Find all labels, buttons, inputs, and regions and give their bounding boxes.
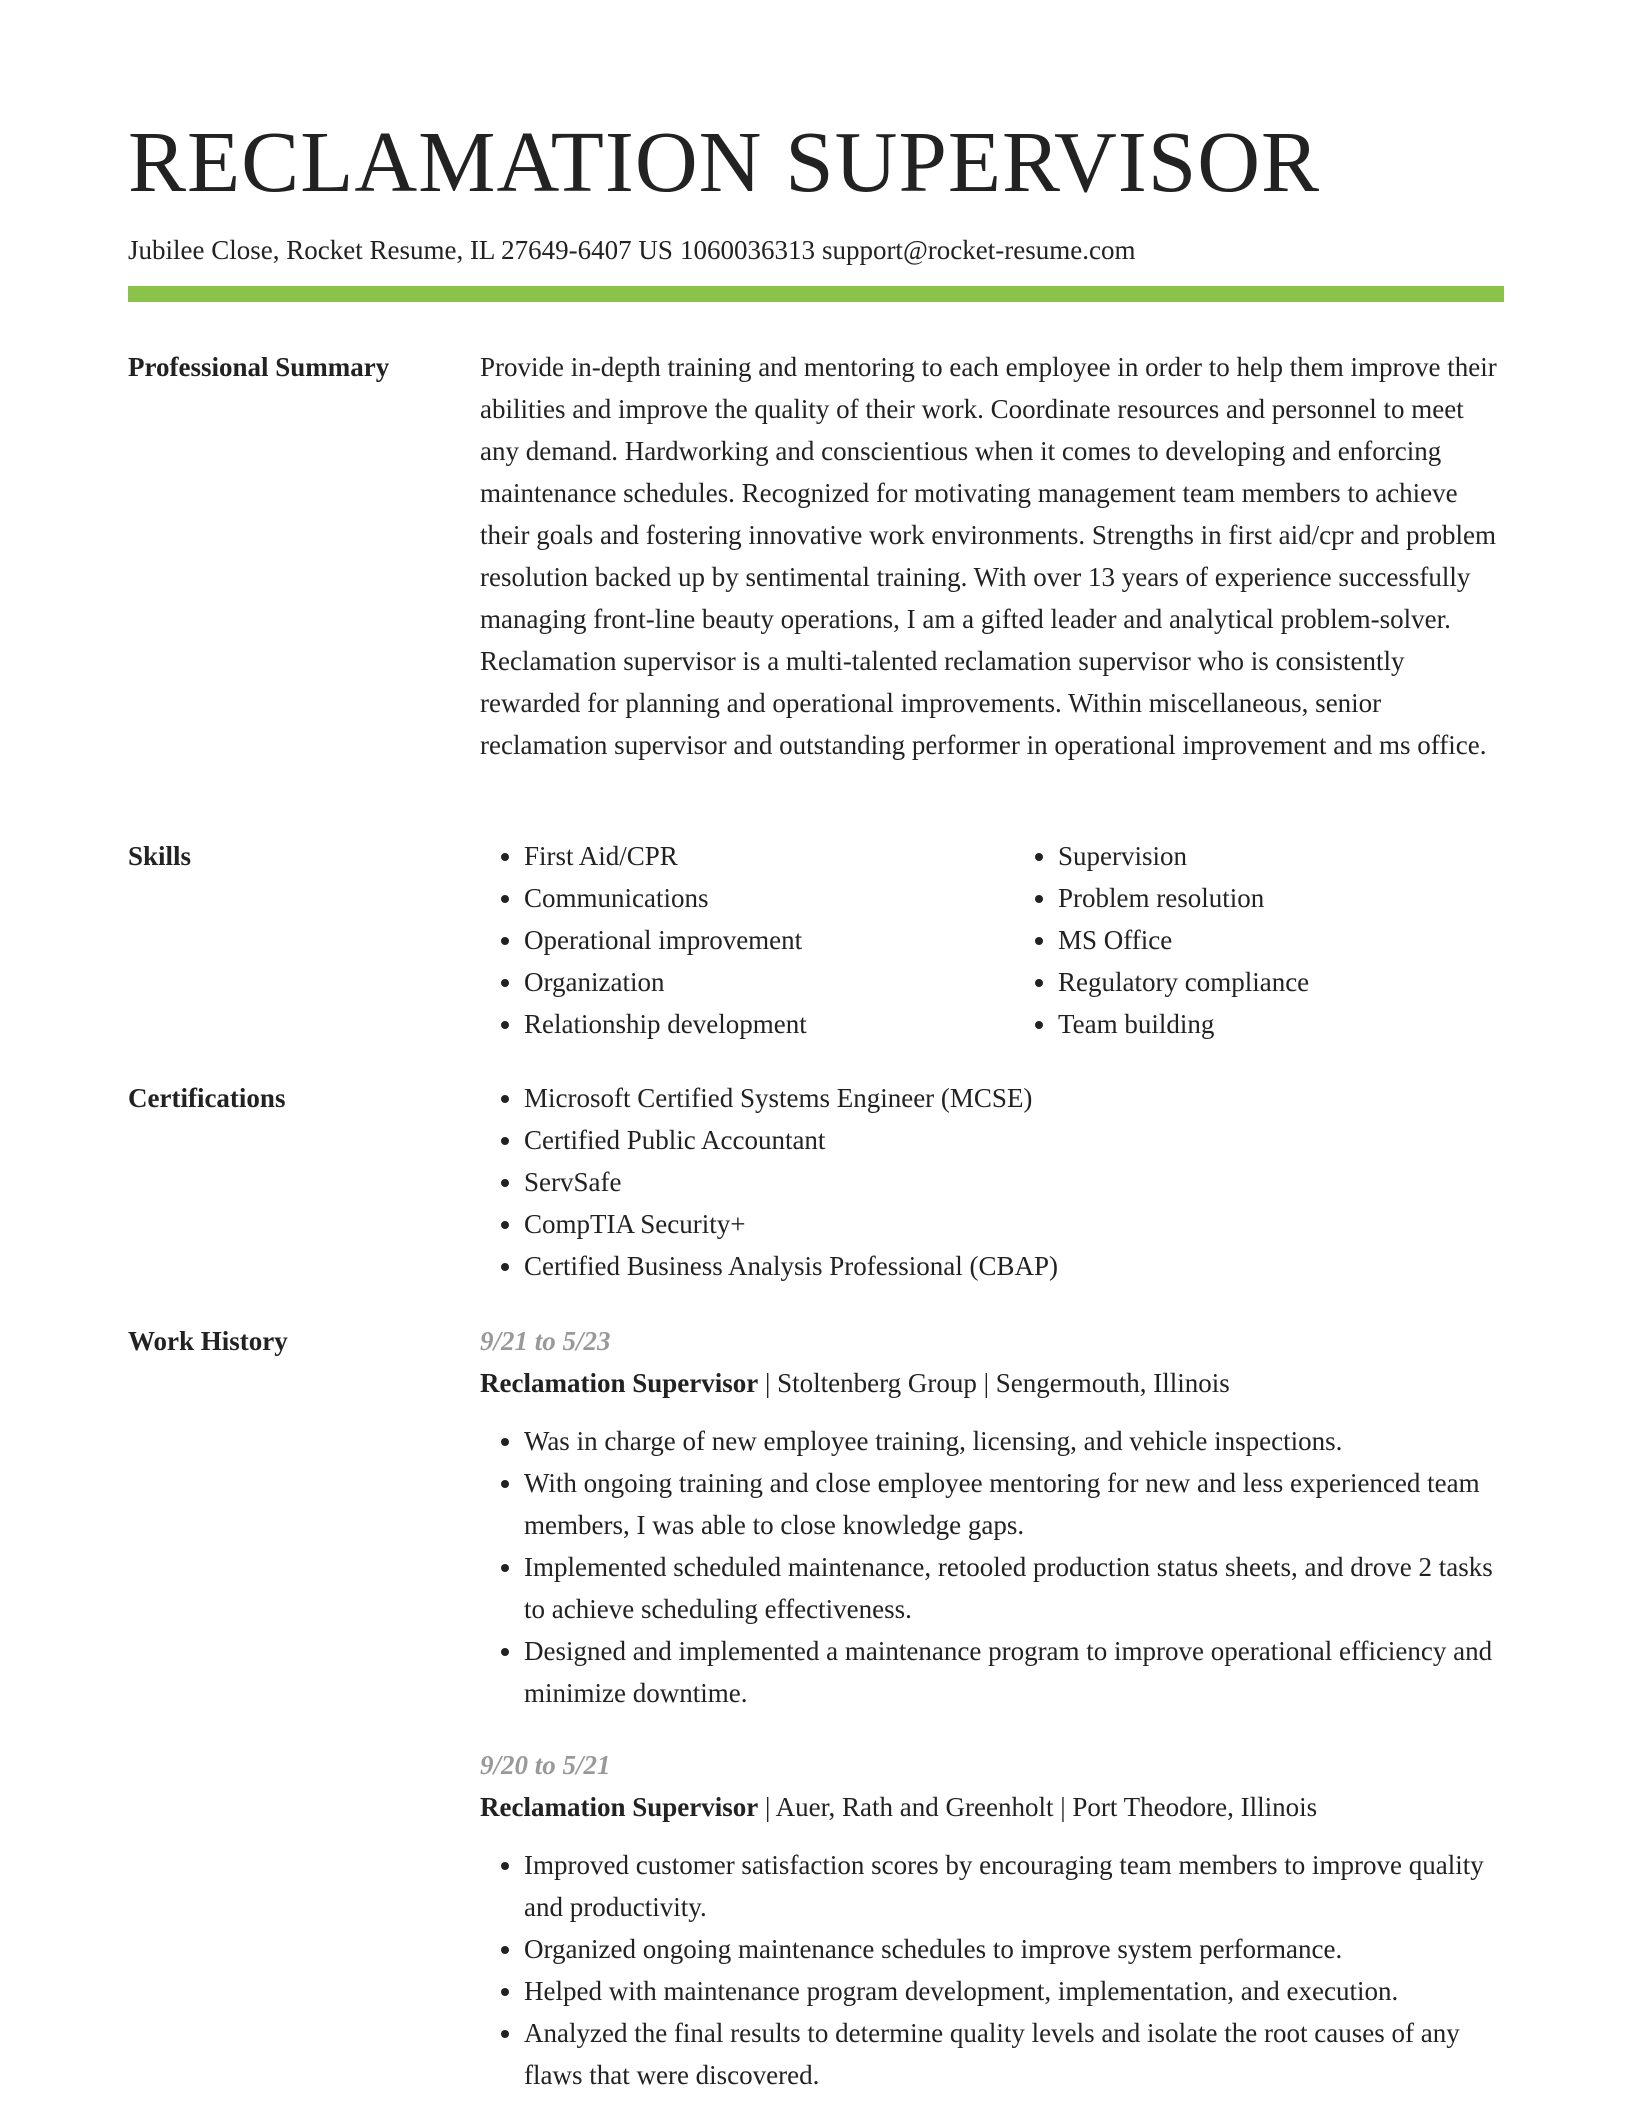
job-bullet: • Improved customer satisfaction scores by encouraging team members to improve quality and productivity. [524, 1844, 1504, 1928]
skill-item: • MS Office [1058, 919, 1504, 961]
skill-item: • Team building [1058, 1003, 1504, 1045]
candidate-name: RECLAMATION SUPERVISOR [128, 113, 1321, 210]
job-company-location: | Stoltenberg Group | Sengermouth, Illinois [764, 1368, 1230, 1398]
job-company-location: | Auer, Rath and Greenholt | Port Theodore, Illinois [764, 1792, 1318, 1822]
job-bullet: • Helped with maintenance program development, implementation, and execution. [524, 1970, 1504, 2012]
skill-item: • Supervision [1058, 835, 1504, 877]
summary-body [480, 346, 1504, 766]
job-entry [480, 1320, 1504, 1714]
skill-item: • Regulatory compliance [1058, 961, 1504, 1003]
certification-item: • Certified Public Accountant [524, 1119, 1504, 1161]
summary-text: Provide in-depth training and mentoring to each employee in order to help them improve their abilities and improve the quality of their work. Coordinate resources and personnel to meet any demand. Hardworking and conscientious when it comes to developing and enforcing maintenance schedules. Recognized for motivating management team members to achieve their goals and fostering innovative work environments. Strengths in first aid/cpr and problem resolution backed up by sentimental training. With over 13 years of experience successfully managing front-line beauty operations, I am a gifted leader and analytical problem-solver. Reclamation supervisor is a multi-talented reclamation supervisor who is consistently rewarded for planning and operational improvements. Within miscellaneous, senior reclamation supervisor and outstanding performer in operational improvement and ms office. [480, 352, 1497, 760]
job-dates: 9/21 to 5/23 [480, 1326, 611, 1356]
job-bullets [480, 1420, 1504, 1714]
certification-item: • CompTIA Security+ [524, 1203, 1504, 1245]
section-title-summary: Professional Summary [128, 352, 390, 382]
section-title-work-history: Work History [128, 1326, 288, 1356]
job-bullet: • Designed and implemented a maintenance program to improve operational efficiency and minimize downtime. [524, 1630, 1504, 1714]
certification-item: • Certified Business Analysis Professional (CBAP) [524, 1245, 1504, 1287]
skills-body [480, 835, 1504, 1045]
certification-item: • Microsoft Certified Systems Engineer (MCSE) [524, 1077, 1504, 1119]
job-entry [480, 1744, 1504, 2096]
skills-list-right [1014, 835, 1504, 1045]
contact-email: support@rocket-resume.com [821, 235, 1136, 265]
job-bullet: • Organized ongoing maintenance schedules to improve system performance. [524, 1928, 1504, 1970]
skill-item: • Problem resolution [1058, 877, 1504, 919]
section-title-certifications: Certifications [128, 1083, 286, 1113]
job-title: Reclamation Supervisor [480, 1368, 759, 1398]
section-title-skills: Skills [128, 841, 192, 871]
job-dates: 9/20 to 5/21 [480, 1750, 611, 1780]
skill-item: • Relationship development [524, 1003, 970, 1045]
skill-item: • Operational improvement [524, 919, 970, 961]
certification-item: • ServSafe [524, 1161, 1504, 1203]
job-title-line [480, 1362, 1504, 1404]
job-bullet: • With ongoing training and close employee mentoring for new and less experienced team members, I was able to close knowledge gaps. [524, 1462, 1504, 1546]
skills-list-left [480, 835, 970, 1045]
header-divider [128, 286, 1504, 302]
skill-item: • First Aid/CPR [524, 835, 970, 877]
job-bullet: • Analyzed the final results to determine quality levels and isolate the root causes of any flaws that were discovered. [524, 2012, 1504, 2096]
contact-line [128, 233, 1135, 267]
skill-item: • Communications [524, 877, 970, 919]
job-bullet: • Implemented scheduled maintenance, retooled production status sheets, and drove 2 tasks to achieve scheduling effectiveness. [524, 1546, 1504, 1630]
job-bullets [480, 1844, 1504, 2096]
certifications-list [480, 1077, 1504, 1287]
job-title-line [480, 1786, 1504, 1828]
certifications-body [480, 1077, 1504, 1287]
job-bullet: • Was in charge of new employee training, licensing, and vehicle inspections. [524, 1420, 1504, 1462]
skill-item: • Organization [524, 961, 970, 1003]
work-history-body [480, 1320, 1504, 2096]
contact-phone: 1060036313 [679, 235, 815, 265]
contact-address: Jubilee Close, Rocket Resume, IL 27649-6407 US [128, 235, 673, 265]
job-title: Reclamation Supervisor [480, 1792, 759, 1822]
